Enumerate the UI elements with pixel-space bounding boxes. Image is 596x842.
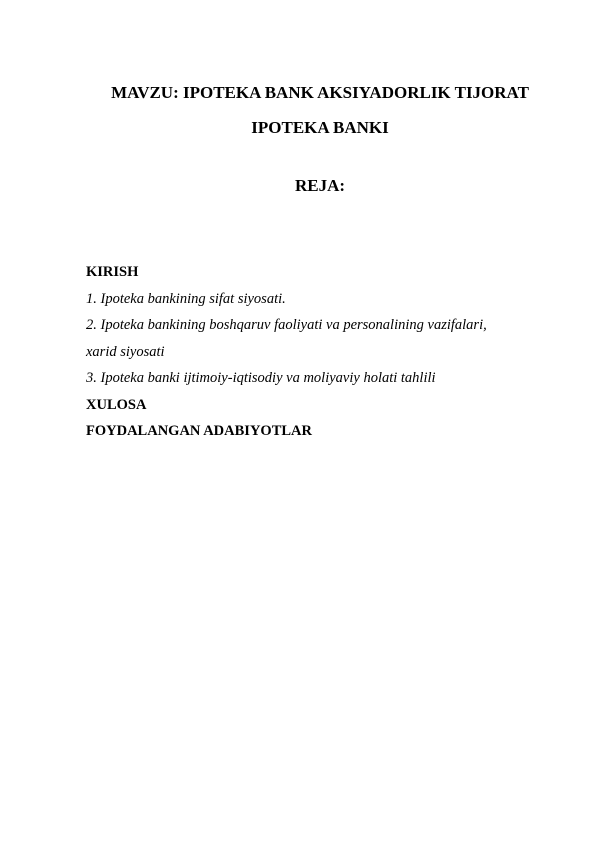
plan-item-text: Ipoteka banki ijtimoiy-iqtisodiy va moliyaviy holati tahlili (100, 370, 436, 386)
plan-item (86, 368, 556, 395)
plan-list (86, 262, 556, 448)
plan-item-continuation (86, 342, 556, 369)
plan-heading: REJA: (294, 176, 346, 195)
plan-references: FOYDALANGAN ADABIYOTLAR (86, 423, 312, 439)
document-title-line-2: IPOTEKA BANKI (251, 118, 389, 137)
plan-item-number: 1. (86, 290, 97, 307)
plan-item-text: Ipoteka bankining sifat siyosati. (100, 290, 286, 307)
plan-item (86, 289, 556, 316)
plan-item-number: 2. (86, 317, 97, 333)
plan-item-number: 3. (86, 370, 97, 386)
plan-conclusion: XULOSA (86, 396, 147, 413)
document-title-line-1: MAVZU: IPOTEKA BANK AKSIYADORLIK TIJORAT (111, 83, 529, 102)
plan-item (86, 315, 556, 342)
plan-intro: KIRISH (86, 264, 139, 280)
plan-item-text: Ipoteka bankining boshqaruv faoliyati va personalining vazifalari, (100, 317, 487, 333)
plan-item-text: xarid siyosati (86, 343, 165, 360)
